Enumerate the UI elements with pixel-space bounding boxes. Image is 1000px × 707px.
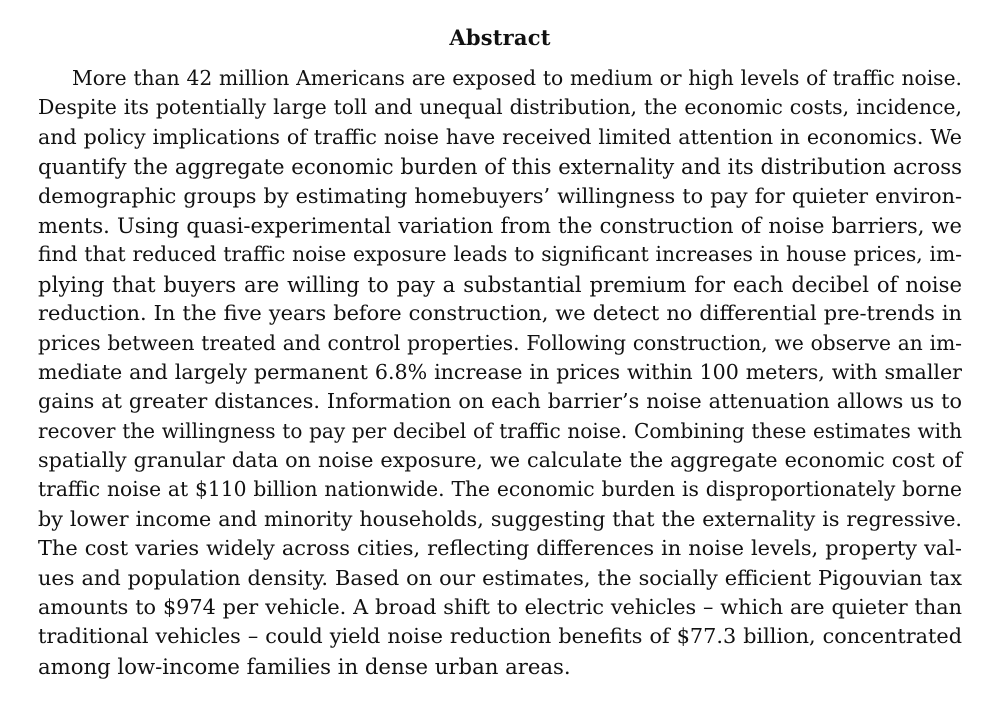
abstract-line: prices between treated and control properties. Following construction, we observe an im- (38, 330, 962, 355)
abstract-line: mediate and largely permanent 6.8% increase in prices within 100 meters, with smaller (38, 359, 962, 384)
abstract-line: demographic groups by estimating homebuyers’ willingness to pay for quieter environ- (38, 183, 962, 208)
abstract-line: traditional vehicles – could yield noise reduction benefits of $77.3 billion, concentrated (38, 624, 962, 649)
abstract-line: and policy implications of traffic noise have received limited attention in economics. We (38, 124, 962, 149)
abstract-line: among low-income families in dense urban areas. (38, 653, 571, 679)
abstract-line: spatially granular data on noise exposure, we calculate the aggregate economic cost of (38, 448, 962, 473)
abstract-paragraph (38, 64, 962, 681)
abstract-line: amounts to $974 per vehicle. A broad shift to electric vehicles – which are quieter than (38, 595, 962, 620)
abstract-line: gains at greater distances. Information on each barrier’s noise attenuation allows us to (38, 389, 962, 414)
abstract-line: traffic noise at $110 billion nationwide. The economic burden is disproportionately borne (38, 477, 962, 502)
abstract-line: More than 42 million Americans are exposed to medium or high levels of traffic noise. (72, 66, 962, 90)
abstract-line: plying that buyers are willing to pay a substantial premium for each decibel of noise (38, 271, 962, 297)
abstract-line: find that reduced traffic noise exposure leads to significant increases in house prices, im- (38, 242, 962, 267)
abstract-heading: Abstract (449, 25, 551, 50)
abstract-line: quantify the aggregate economic burden of this externality and its distribution across (38, 154, 962, 180)
abstract-line: reduction. In the five years before construction, we detect no differential pre-trends in (38, 301, 962, 326)
abstract-line: ues and population density. Based on our estimates, the socially efficient Pigouvian tax (38, 565, 962, 590)
abstract-line: Despite its potentially large toll and unequal distribution, the economic costs, incidence, (38, 95, 962, 120)
abstract-line: The cost varies widely across cities, reflecting differences in noise levels, property val- (38, 536, 962, 561)
abstract-line: recover the willingness to pay per decibel of traffic noise. Combining these estimates with (38, 418, 962, 443)
abstract-line: by lower income and minority households, suggesting that the externality is regressive. (38, 506, 962, 531)
abstract-line: ments. Using quasi-experimental variation from the construction of noise barriers, we (38, 212, 962, 238)
